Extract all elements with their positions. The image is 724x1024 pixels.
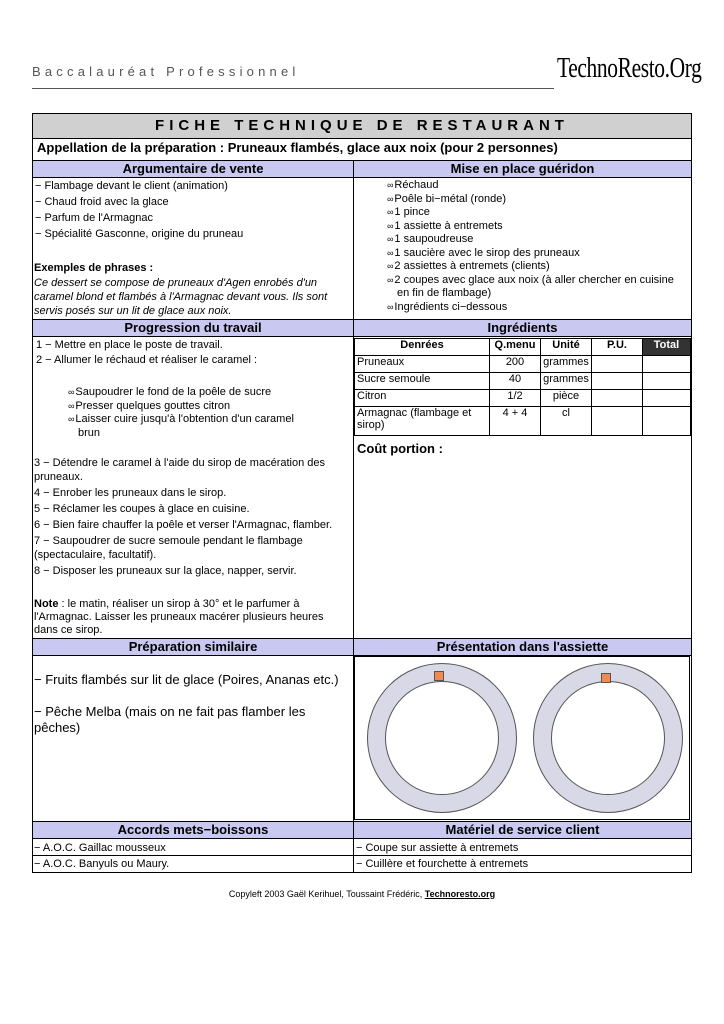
presentation-area	[354, 656, 690, 820]
infinity-bullet-icon: ∞	[387, 193, 394, 204]
site-logo[interactable]: TechnoResto.Org	[557, 52, 702, 84]
exemples-label: Exemples de phrases :	[34, 262, 154, 274]
header-rule	[32, 88, 554, 89]
list-item: − Chaud froid avec la glace	[35, 196, 169, 208]
cell	[643, 373, 691, 390]
list-item: 7 − Saupoudrer de sucre semoule pendant le flambage (spectaculaire, facultatif).	[34, 535, 303, 561]
infinity-bullet-icon: ∞	[387, 234, 394, 244]
section-preparation-similaire: Préparation similaire	[33, 639, 353, 655]
rule	[354, 855, 691, 856]
infinity-bullet-icon: ∞	[387, 301, 394, 312]
cell: Sucre semoule	[355, 373, 490, 390]
cell: Armagnac (flambage et sirop)	[355, 407, 490, 436]
list-item: ∞Presser quelques gouttes citron	[68, 399, 231, 412]
list-item: 5 − Réclamer les coupes à glace en cuisine.	[34, 503, 250, 515]
list-item: 8 − Disposer les pruneaux sur la glace, napper, servir.	[34, 565, 297, 577]
document-subtitle: Baccalauréat Professionnel	[32, 64, 300, 79]
list-item: − Flambage devant le client (animation)	[35, 180, 228, 192]
plate-icon	[533, 663, 683, 813]
section-progression: Progression du travail	[33, 320, 353, 336]
note-text: : le matin, réaliser un sirop à 30° et le parfumer à l'Armagnac. Laisser les pruneaux macérer plusieurs heures dans ce sirop.	[34, 598, 324, 636]
cell: 200	[490, 356, 541, 373]
cell: Citron	[355, 390, 490, 407]
cell: cl	[541, 407, 592, 436]
infinity-bullet-icon: ∞	[387, 247, 394, 258]
note	[34, 598, 350, 637]
section-argumentaire: Argumentaire de vente	[33, 161, 353, 177]
cell	[643, 407, 691, 436]
table-row	[355, 407, 691, 436]
step-1: 1 − Mettre en place le poste de travail.	[36, 339, 223, 351]
list-item: − Pêche Melba (mais on ne fait pas flamber les pêches)	[34, 704, 306, 735]
cell	[592, 407, 643, 436]
column-header: Unité	[541, 339, 592, 356]
mise-en-place-list	[387, 179, 687, 314]
list-item: − A.O.C. Gaillac mousseux	[34, 842, 166, 854]
list-item: ∞Poêle bi−métal (ronde)	[387, 192, 507, 205]
table-row	[355, 390, 691, 407]
cell: pièce	[541, 390, 592, 407]
plate-center	[385, 681, 499, 795]
cell: grammes	[541, 356, 592, 373]
cell	[592, 390, 643, 407]
list-item: 3 − Détendre le caramel à l'aide du sirop de macération des pruneaux.	[34, 457, 326, 483]
list-item: ∞Ingrédients ci−dessous	[387, 300, 508, 313]
section-mise-en-place: Mise en place guéridon	[354, 161, 691, 177]
cell	[643, 356, 691, 373]
footer	[0, 889, 724, 899]
plate-icon	[367, 663, 517, 813]
footer-link[interactable]: Technoresto.org	[424, 889, 496, 899]
column-header: Total	[643, 339, 691, 356]
rule	[33, 855, 353, 856]
infinity-bullet-icon: ∞	[387, 220, 394, 231]
cell: 1/2	[490, 390, 541, 407]
sheet-title: FICHE TECHNIQUE DE RESTAURANT	[33, 114, 691, 139]
list-item: − Fruits flambés sur lit de glace (Poires, Ananas etc.)	[34, 672, 339, 687]
infinity-bullet-icon: ∞	[68, 387, 75, 397]
column-header: Denrées	[355, 339, 490, 356]
list-item: ∞2 coupes avec glace aux noix (à aller chercher en cuisine en fin de flambage)	[387, 273, 674, 299]
section-accords: Accords mets−boissons	[33, 822, 353, 838]
list-item: ∞Laisser cuire jusqu'à l'obtention d'un caramel brun	[68, 413, 294, 439]
column-header: Q.menu	[490, 339, 541, 356]
cell: Pruneaux	[355, 356, 490, 373]
accords-list	[34, 840, 169, 872]
copyright: Copyleft 2003 Gaël Kerihuel, Toussaint Frédéric,	[228, 889, 425, 899]
infinity-bullet-icon: ∞	[68, 414, 75, 424]
plate-center	[551, 681, 665, 795]
list-item: − A.O.C. Banyuls ou Maury.	[34, 858, 170, 870]
section-ingredients: Ingrédients	[354, 320, 691, 336]
materiel-list	[356, 840, 528, 872]
infinity-bullet-icon: ∞	[387, 261, 394, 271]
list-item: ∞1 saucière avec le sirop des pruneaux	[387, 246, 580, 259]
infinity-bullet-icon: ∞	[387, 207, 394, 217]
list-item: ∞1 pince	[387, 206, 430, 218]
list-item: − Coupe sur assiette à entremets	[356, 842, 519, 854]
cell: 4 + 4	[490, 407, 541, 436]
list-item: − Spécialité Gasconne, origine du pruneau	[35, 228, 244, 240]
infinity-bullet-icon: ∞	[68, 400, 75, 411]
cout-portion: Coût portion :	[357, 441, 443, 456]
argumentaire-list	[35, 179, 350, 243]
list-item: 6 − Bien faire chauffer la poêle et verser l'Armagnac, flamber.	[34, 519, 333, 531]
list-item: − Cuillère et fourchette à entremets	[356, 858, 529, 870]
infinity-bullet-icon: ∞	[387, 274, 394, 285]
ingredients-table	[354, 338, 691, 436]
cell	[592, 356, 643, 373]
preparation-similaire-list	[34, 672, 352, 736]
list-item: ∞1 saupoudreuse	[387, 233, 474, 245]
list-item: ∞Saupoudrer le fond de la poêle de sucre	[68, 386, 272, 398]
step-2: 2 − Allumer le réchaud et réaliser le caramel :	[36, 354, 258, 366]
list-item: ∞Réchaud	[387, 179, 439, 191]
cell	[643, 390, 691, 407]
cell	[592, 373, 643, 390]
section-materiel: Matériel de service client	[354, 822, 691, 838]
exemples-text: Ce dessert se compose de pruneaux d'Agen enrobés d'un caramel blond et flambés à l'Armagnac devant vous. Ils sont servis posés sur un lit de glace aux noix.	[34, 277, 328, 317]
section-presentation: Présentation dans l'assiette	[354, 639, 691, 655]
steps-list	[34, 456, 350, 578]
list-item: ∞1 assiette à entremets	[387, 219, 503, 232]
cell: grammes	[541, 373, 592, 390]
table-header-row	[355, 339, 691, 356]
rule	[33, 336, 691, 337]
sub-steps	[68, 386, 308, 440]
rule	[33, 838, 691, 839]
rule	[33, 177, 691, 178]
list-item: − Parfum de l'Armagnac	[35, 212, 153, 224]
appellation: Appellation de la préparation : Pruneaux flambés, glace aux noix (pour 2 personnes)	[37, 140, 558, 155]
cell: 40	[490, 373, 541, 390]
infinity-bullet-icon: ∞	[387, 180, 394, 190]
garnish-mark-icon	[434, 671, 444, 681]
note-label: Note	[34, 598, 59, 610]
list-item: 4 − Enrober les pruneaux dans le sirop.	[34, 487, 227, 499]
column-header: P.U.	[592, 339, 643, 356]
table-row	[355, 373, 691, 390]
list-item: ∞2 assiettes à entremets (clients)	[387, 260, 550, 272]
garnish-mark-icon	[601, 673, 611, 683]
table-row	[355, 356, 691, 373]
